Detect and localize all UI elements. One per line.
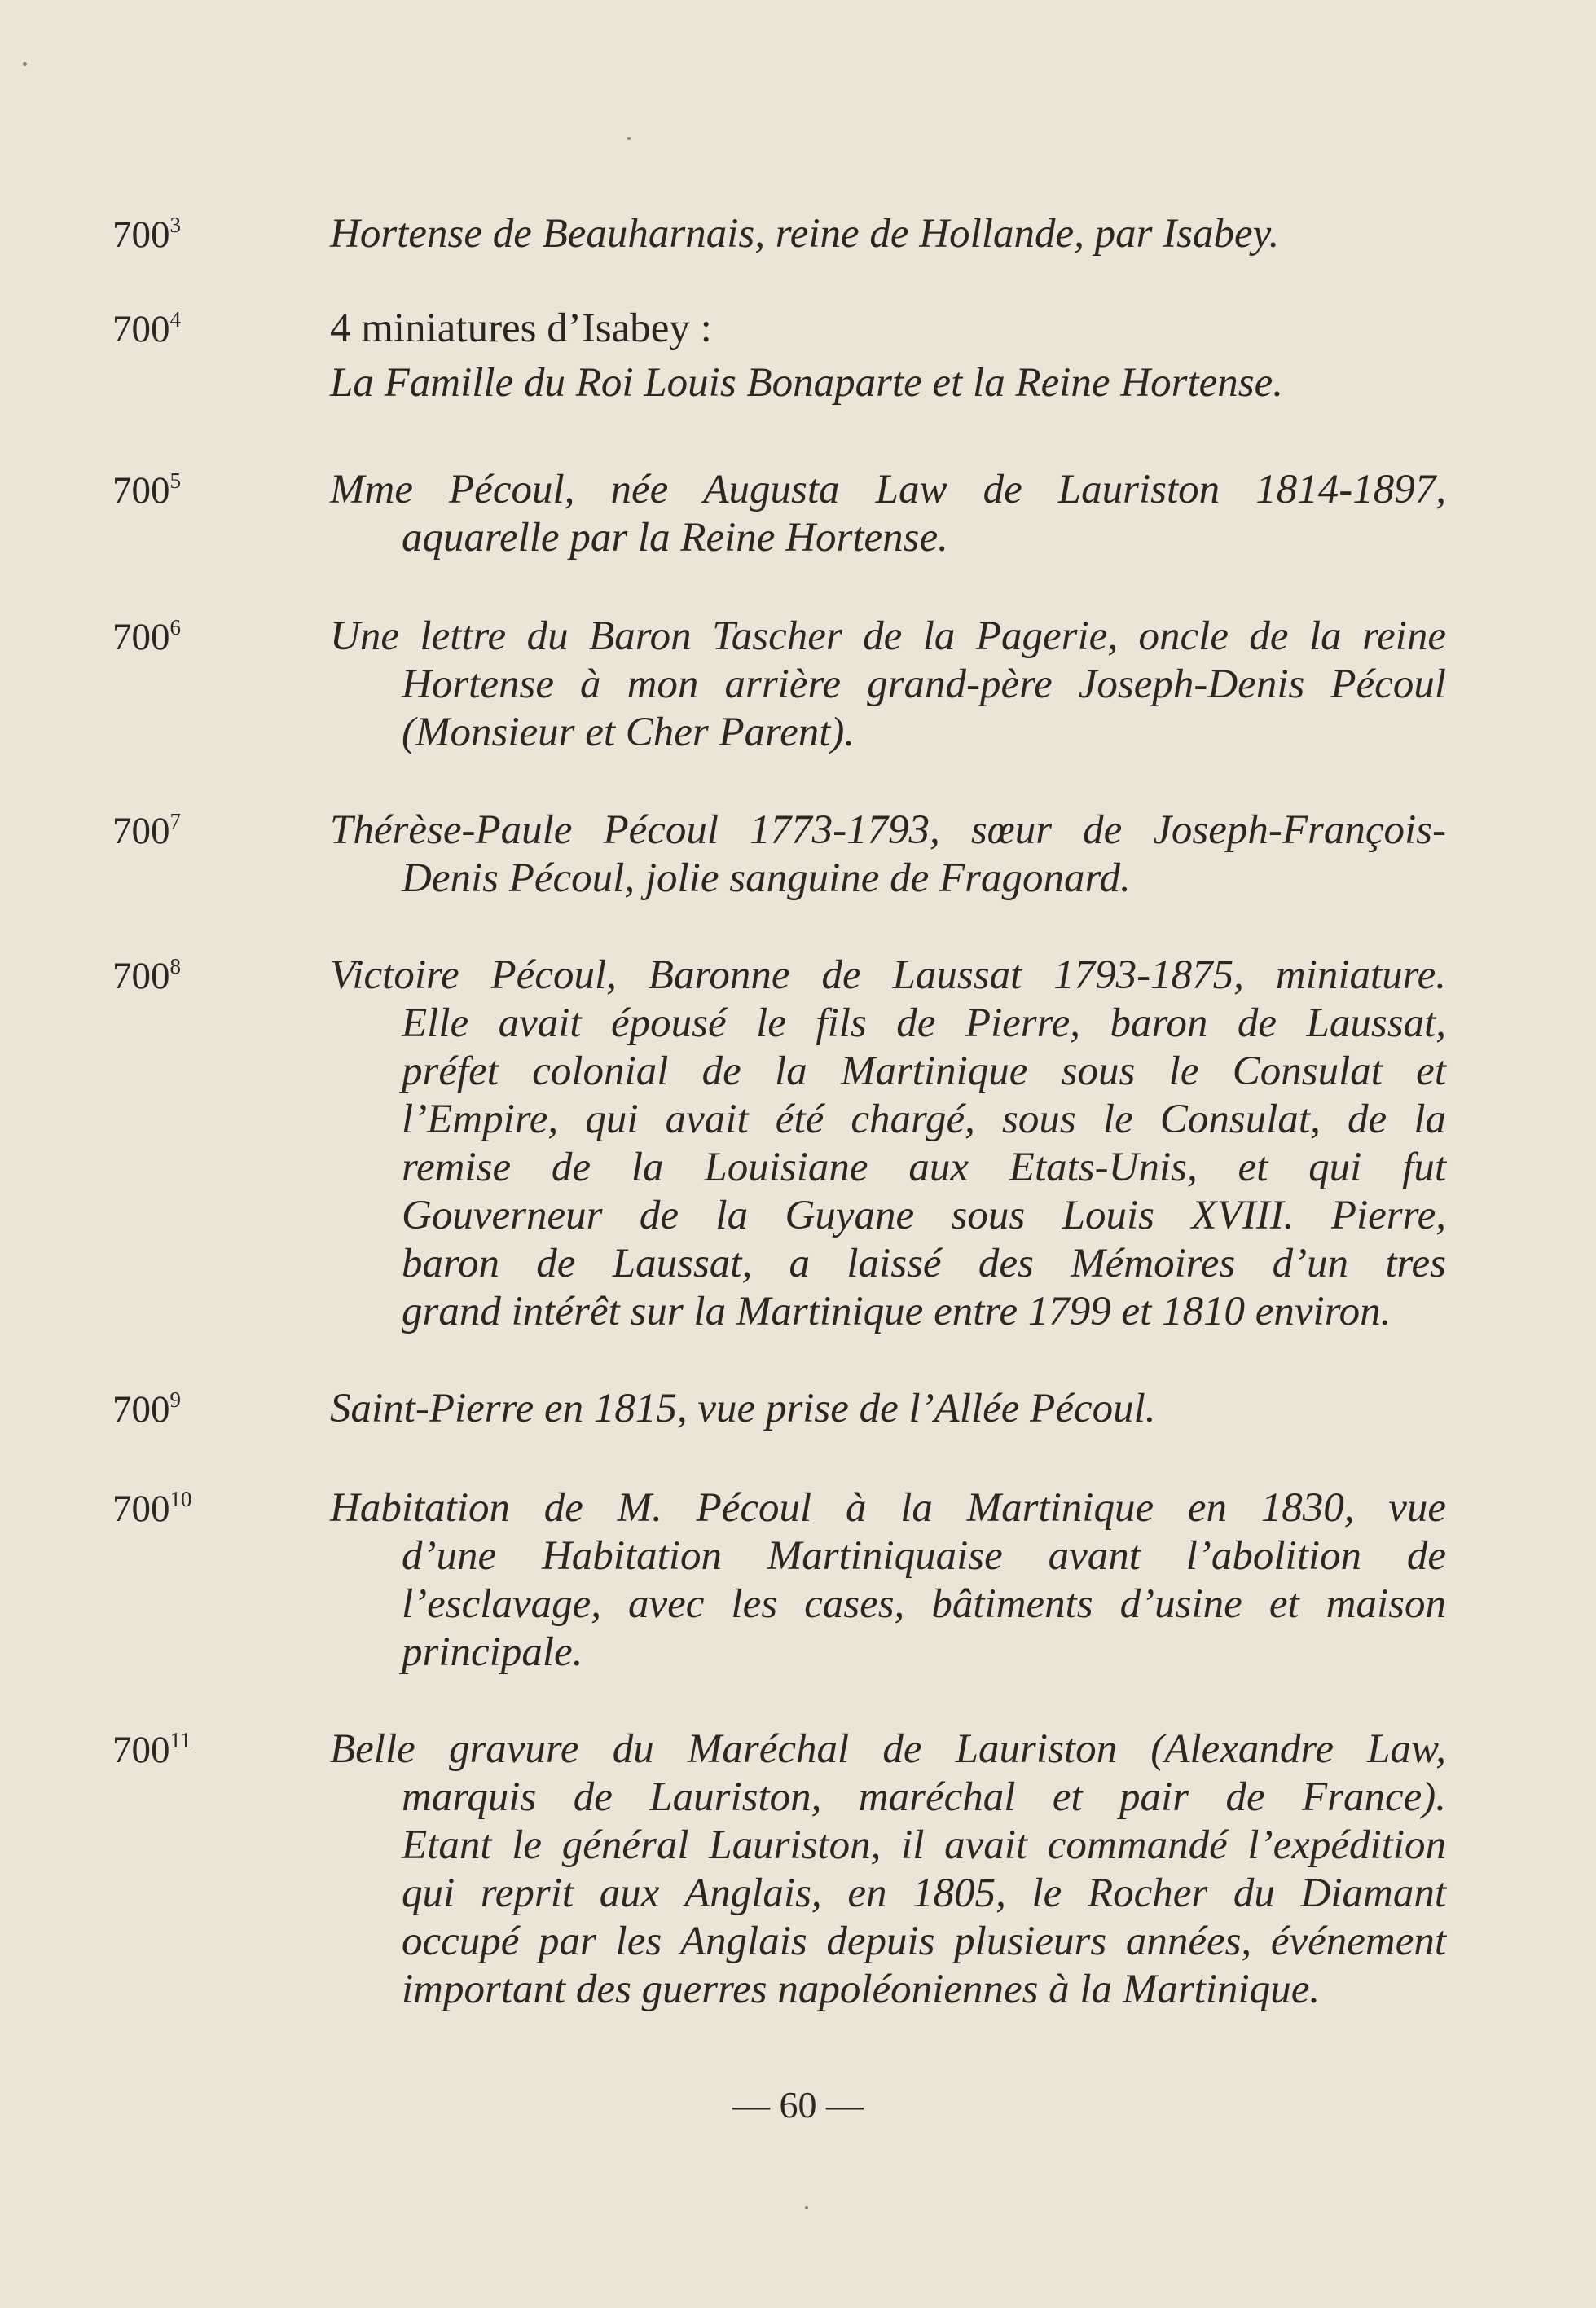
entry-number: $700^3$ [112,213,181,256]
entry-line: qui reprit aux Anglais, en 1805, le Rocher du Diamant [402,1871,1446,1916]
entry-line: principale. [402,1629,583,1675]
entry-line: Habitation de M. Pécoul à la Martinique en 1830, vue [330,1485,1446,1531]
entry-line: marquis de Lauriston, maréchal et pair de France). [402,1774,1446,1820]
entry-line: Denis Pécoul, jolie sanguine de Fragonard. [402,855,1131,901]
entry-line: aquarelle par la Reine Hortense. [402,515,948,561]
entry-number: $700^8$ [112,954,181,997]
entry-number: $700^6$ [112,615,181,658]
entry-description [330,1726,1446,2014]
paper-speck [23,62,27,66]
entry-line: baron de Laussat, a laissé des Mémoires d’un tres [402,1241,1446,1286]
entry-description [330,305,1446,407]
entry-line: Belle gravure du Maréchal de Lauriston (Alexandre Law, [330,1726,1446,1772]
entry-line: Saint-Pierre en 1815, vue prise de l’Allée Pécoul. [330,1386,1156,1431]
entry-line: l’Empire, qui avait été chargé, sous le Consulat, de la [402,1097,1446,1142]
entry-number: $700^9$ [112,1387,181,1431]
entry-line: préfet colonial de la Martinique sous le Consulat et [402,1048,1446,1094]
entry-line: Hortense à mon arrière grand-père Joseph-Denis Pécoul [402,662,1446,707]
entry-description [330,1385,1446,1433]
paper-speck [627,137,631,140]
entry-line: occupé par les Anglais depuis plusieurs années, événement [402,1919,1446,1964]
entry-line: Thérèse-Paule Pécoul 1773-1793, sœur de Joseph-François- [330,807,1446,853]
entry-line: l’esclavage, avec les cases, bâtiments d’usine et maison [402,1581,1446,1627]
entry-line: Une lettre du Baron Tascher de la Pagerie, oncle de la reine [330,613,1446,659]
entry-line: La Famille du Roi Louis Bonaparte et la Reine Hortense. [330,360,1284,406]
entry-intro: 4 miniatures d’Isabey : [330,306,712,351]
entry-line: d’une Habitation Martiniquaise avant l’abolition de [402,1533,1446,1579]
entry-line: grand intérêt sur la Martinique entre 1799 et 1810 environ. [402,1289,1392,1334]
entry-line: remise de la Louisiane aux Etats-Unis, et qui fut [402,1145,1446,1190]
entry-description [330,613,1446,757]
entry-line: Mme Pécoul, née Augusta Law de Lauriston 1814-1897, [330,467,1446,512]
entry-line: Victoire Pécoul, Baronne de Laussat 1793-1875, miniature. [330,952,1446,998]
entry-line: (Monsieur et Cher Parent). [402,710,855,755]
paper-speck [805,2206,808,2209]
entry-description [330,807,1446,903]
page-number: — 60 — [732,2084,864,2126]
entry-number: $700^5$ [112,468,181,512]
entry-description [330,952,1446,1336]
entry-description [330,466,1446,562]
entry-line: important des guerres napoléoniennes à la Martinique. [402,1967,1321,2012]
entry-number: $700^{11}$ [112,1728,191,1771]
entry-description [330,1484,1446,1677]
entry-description [330,210,1446,258]
entry-line: Gouverneur de la Guyane sous Louis XVIII. Pierre, [402,1193,1446,1238]
entry-line: Etant le général Lauriston, il avait commandé l’expédition [402,1822,1446,1868]
entry-number: $700^{10}$ [112,1487,192,1530]
entry-line: Hortense de Beauharnais, reine de Hollande, par Isabey. [330,211,1280,257]
entry-number: $700^4$ [112,307,181,350]
entry-number: $700^7$ [112,809,181,852]
entry-line: Elle avait épousé le fils de Pierre, baron de Laussat, [402,1000,1446,1046]
